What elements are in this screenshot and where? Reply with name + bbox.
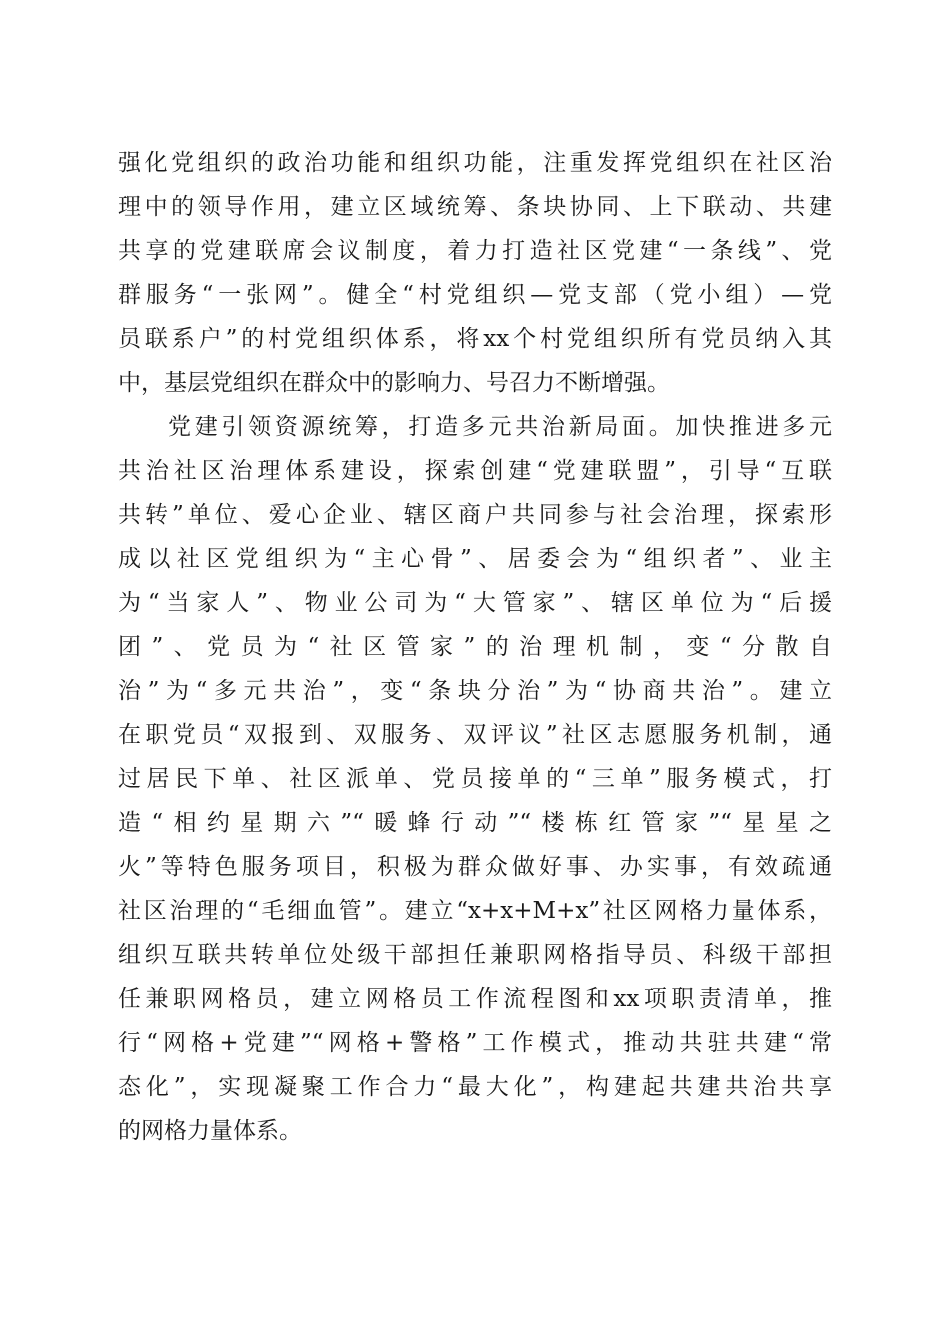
paragraph-2-line-17: 的网格力量体系。 xyxy=(118,1118,302,1144)
paragraph-2-line-16: 态化”，实现凝聚工作合力“最大化”，构建起共建共治共享 xyxy=(118,1074,832,1100)
paragraph-2-line-8: 在职党员“双报到、双服务、双评议”社区志愿服务机制，通 xyxy=(118,722,832,748)
paragraph-2-line-12: 社区治理的“毛细血管”。建立“x+x+M+x”社区网格力量体系， xyxy=(118,898,832,924)
paragraph-2-line-11: 火”等特色服务项目，积极为群众做好事、办实事，有效疏通 xyxy=(118,854,832,880)
paragraph-2-line-13: 组织互联共转单位处级干部担任兼职网格指导员、科级干部担 xyxy=(118,942,832,968)
paragraph-1-line-4: 群服务“一张网”。健全“村党组织—党支部（党小组）—党 xyxy=(118,282,832,308)
paragraph-2-line-9: 过居民下单、社区派单、党员接单的“三单”服务模式，打 xyxy=(118,766,832,792)
paragraph-1-line-1: 强化党组织的政治功能和组织功能，注重发挥党组织在社区治 xyxy=(118,150,832,176)
paragraph-1-line-3: 共享的党建联席会议制度，着力打造社区党建“一条线”、党 xyxy=(118,238,832,264)
paragraph-1-line-6: 中，基层党组织在群众中的影响力、号召力不断增强。 xyxy=(118,370,670,396)
paragraph-2-line-3: 共转”单位、爱心企业、辖区商户共同参与社会治理，探索形 xyxy=(118,502,832,528)
paragraph-1-line-2: 理中的领导作用，建立区域统筹、条块协同、上下联动、共建 xyxy=(118,194,832,220)
paragraph-2-line-10: 造“相约星期六”“暖蜂行动”“楼栋红管家”“星星之 xyxy=(118,810,832,836)
body-text xyxy=(118,141,832,1153)
paragraph-2-line-6: 团”、党员为“社区管家”的治理机制，变“分散自 xyxy=(118,634,832,660)
paragraph-2-line-7: 治”为“多元共治”，变“条块分治”为“协商共治”。建立 xyxy=(118,678,832,704)
paragraph-2-line-4: 成以社区党组织为“主心骨”、居委会为“组织者”、业主 xyxy=(118,546,832,572)
paragraph-2-line-14: 任兼职网格员，建立网格员工作流程图和xx项职责清单，推 xyxy=(118,986,832,1012)
paragraph-2-line-2: 共治社区治理体系建设，探索创建“党建联盟”，引导“互联 xyxy=(118,458,832,484)
paragraph-2-line-5: 为“当家人”、物业公司为“大管家”、辖区单位为“后援 xyxy=(118,590,832,616)
paragraph-1-line-5: 员联系户”的村党组织体系，将xx个村党组织所有党员纳入其 xyxy=(118,326,832,352)
paragraph-2-line-1: 党建引领资源统筹，打造多元共治新局面。加快推进多元 xyxy=(168,414,832,440)
paragraph-2-line-15: 行“网格+党建”“网格+警格”工作模式，推动共驻共建“常 xyxy=(118,1030,832,1056)
